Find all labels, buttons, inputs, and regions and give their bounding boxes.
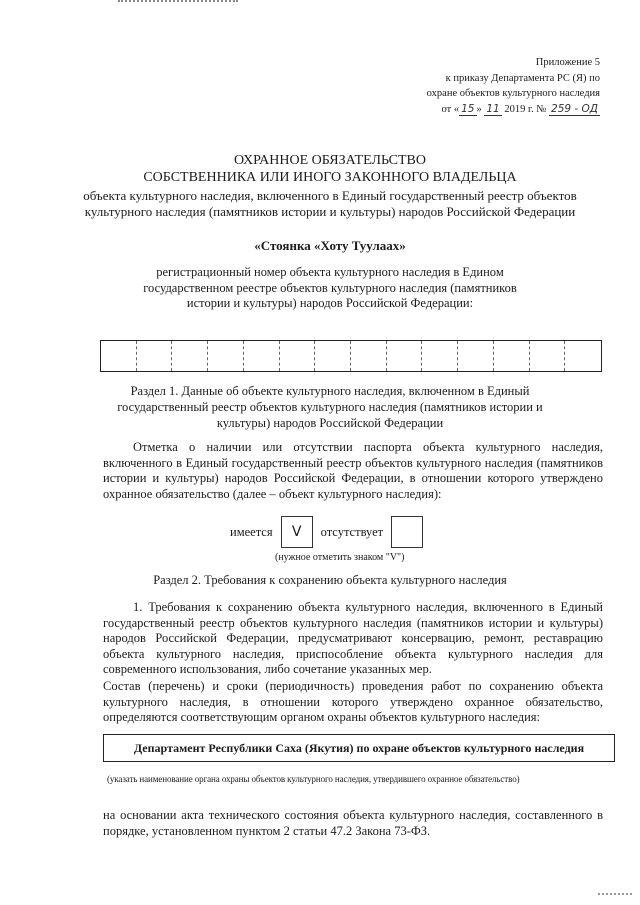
check-hint: (нужное отметить знаком "V") (275, 552, 405, 563)
reg-cell (315, 341, 351, 371)
registration-number-grid (100, 340, 602, 372)
appendix-line-3: охране объектов культурного наследия (426, 88, 600, 99)
reg-cell (565, 341, 601, 371)
present-checkbox[interactable]: V (281, 516, 313, 548)
reg-cell (422, 341, 458, 371)
handwritten-day: 15 (461, 102, 475, 115)
reg-cell (351, 341, 387, 371)
reg-cell (530, 341, 566, 371)
title-line-3: объекта культурного наследия, включенного в Единый государственный реестр объектов (83, 188, 577, 203)
appendix-note (340, 55, 600, 117)
section-2-paragraph-2: Состав (перечень) и сроки (периодичность) проведения работ по сохранению объекта культурного наследия, в отношении которого утверждено охранное обязательство, определяются соответствующим органом охраны объектов культурного наследия: (103, 679, 603, 724)
reg-cell (494, 341, 530, 371)
title-line-1: ОХРАННОЕ ОБЯЗАТЕЛЬСТВО (234, 153, 426, 168)
section-1-heading: Раздел 1. Данные об объекте культурного наследия, включенном в Единый государственный реестр объектов культурного наследия (памятников истории и культуры) народов Российской Федерации (117, 384, 543, 430)
passport-check-row (230, 515, 423, 549)
reg-cell (280, 341, 316, 371)
appendix-line-1: Приложение 5 (535, 57, 600, 68)
title-line-4: культурного наследия (памятников истории и культуры) народов Российской Федерации (84, 204, 576, 219)
section-2-paragraph-3: на основании акта технического состояния объекта культурного наследия, составленного в порядке, установленном пунктом 2 статьи 47.2 Закона 73-ФЗ. (103, 808, 603, 838)
absent-label: отсутствует (320, 524, 384, 539)
object-name: «Стоянка «Хоту Туулаах» (254, 238, 406, 253)
absent-checkbox[interactable] (391, 516, 423, 548)
registration-label: регистрационный номер объекта культурного наследия в Едином государственном реестре объектов культурного наследия (памятников истории и культуры) народов Российской Федерации: (143, 265, 517, 310)
section-2-paragraph-1: 1. Требования к сохранению объекта культурного наследия, включенного в Единый государственный реестр объектов культурного наследия (памятников истории и культуры) народов Российской Федерации, предусматривают консервацию, ремонт, реставрацию объекта культурного наследия, приспособление объекта культурного наследия для современного использования, либо сочетание указанных мер. (103, 600, 603, 676)
reg-cell (244, 341, 280, 371)
section-2-heading: Раздел 2. Требования к сохранению объекта культурного наследия (153, 573, 507, 587)
handwritten-month: 11 (486, 102, 500, 115)
reg-cell (208, 341, 244, 371)
scan-artifact (118, 0, 238, 8)
reg-cell (458, 341, 494, 371)
appendix-date-line: от « 15 » 11 2019 г. № 259 - ОД (441, 102, 598, 115)
reg-cell (137, 341, 173, 371)
reg-cell (387, 341, 423, 371)
title-line-2: СОБСТВЕННИКА ИЛИ ИНОГО ЗАКОННОГО ВЛАДЕЛЬЦА (143, 170, 517, 185)
scan-artifact (598, 893, 632, 899)
department-hint: (указать наименование органа охраны объектов культурного наследия, утвердившего охранное обязательство) (107, 774, 520, 784)
present-label: имеется (230, 524, 273, 539)
handwritten-number: 259 - ОД (551, 102, 598, 115)
department-field: Департамент Республики Саха (Якутия) по охране объектов культурного наследия (103, 734, 615, 762)
section-1-paragraph: Отметка о наличии или отсутствии паспорта объекта культурного наследия, включенного в Единый государственный реестр объектов культурного наследия (памятников истории и культуры) народов Российской Федерации, в отношении которого утверждено охранное обязательство (далее – объект культурного наследия): (103, 440, 603, 501)
reg-cell (172, 341, 208, 371)
reg-cell (101, 341, 137, 371)
appendix-line-2: к приказу Департамента РС (Я) по (445, 72, 600, 84)
